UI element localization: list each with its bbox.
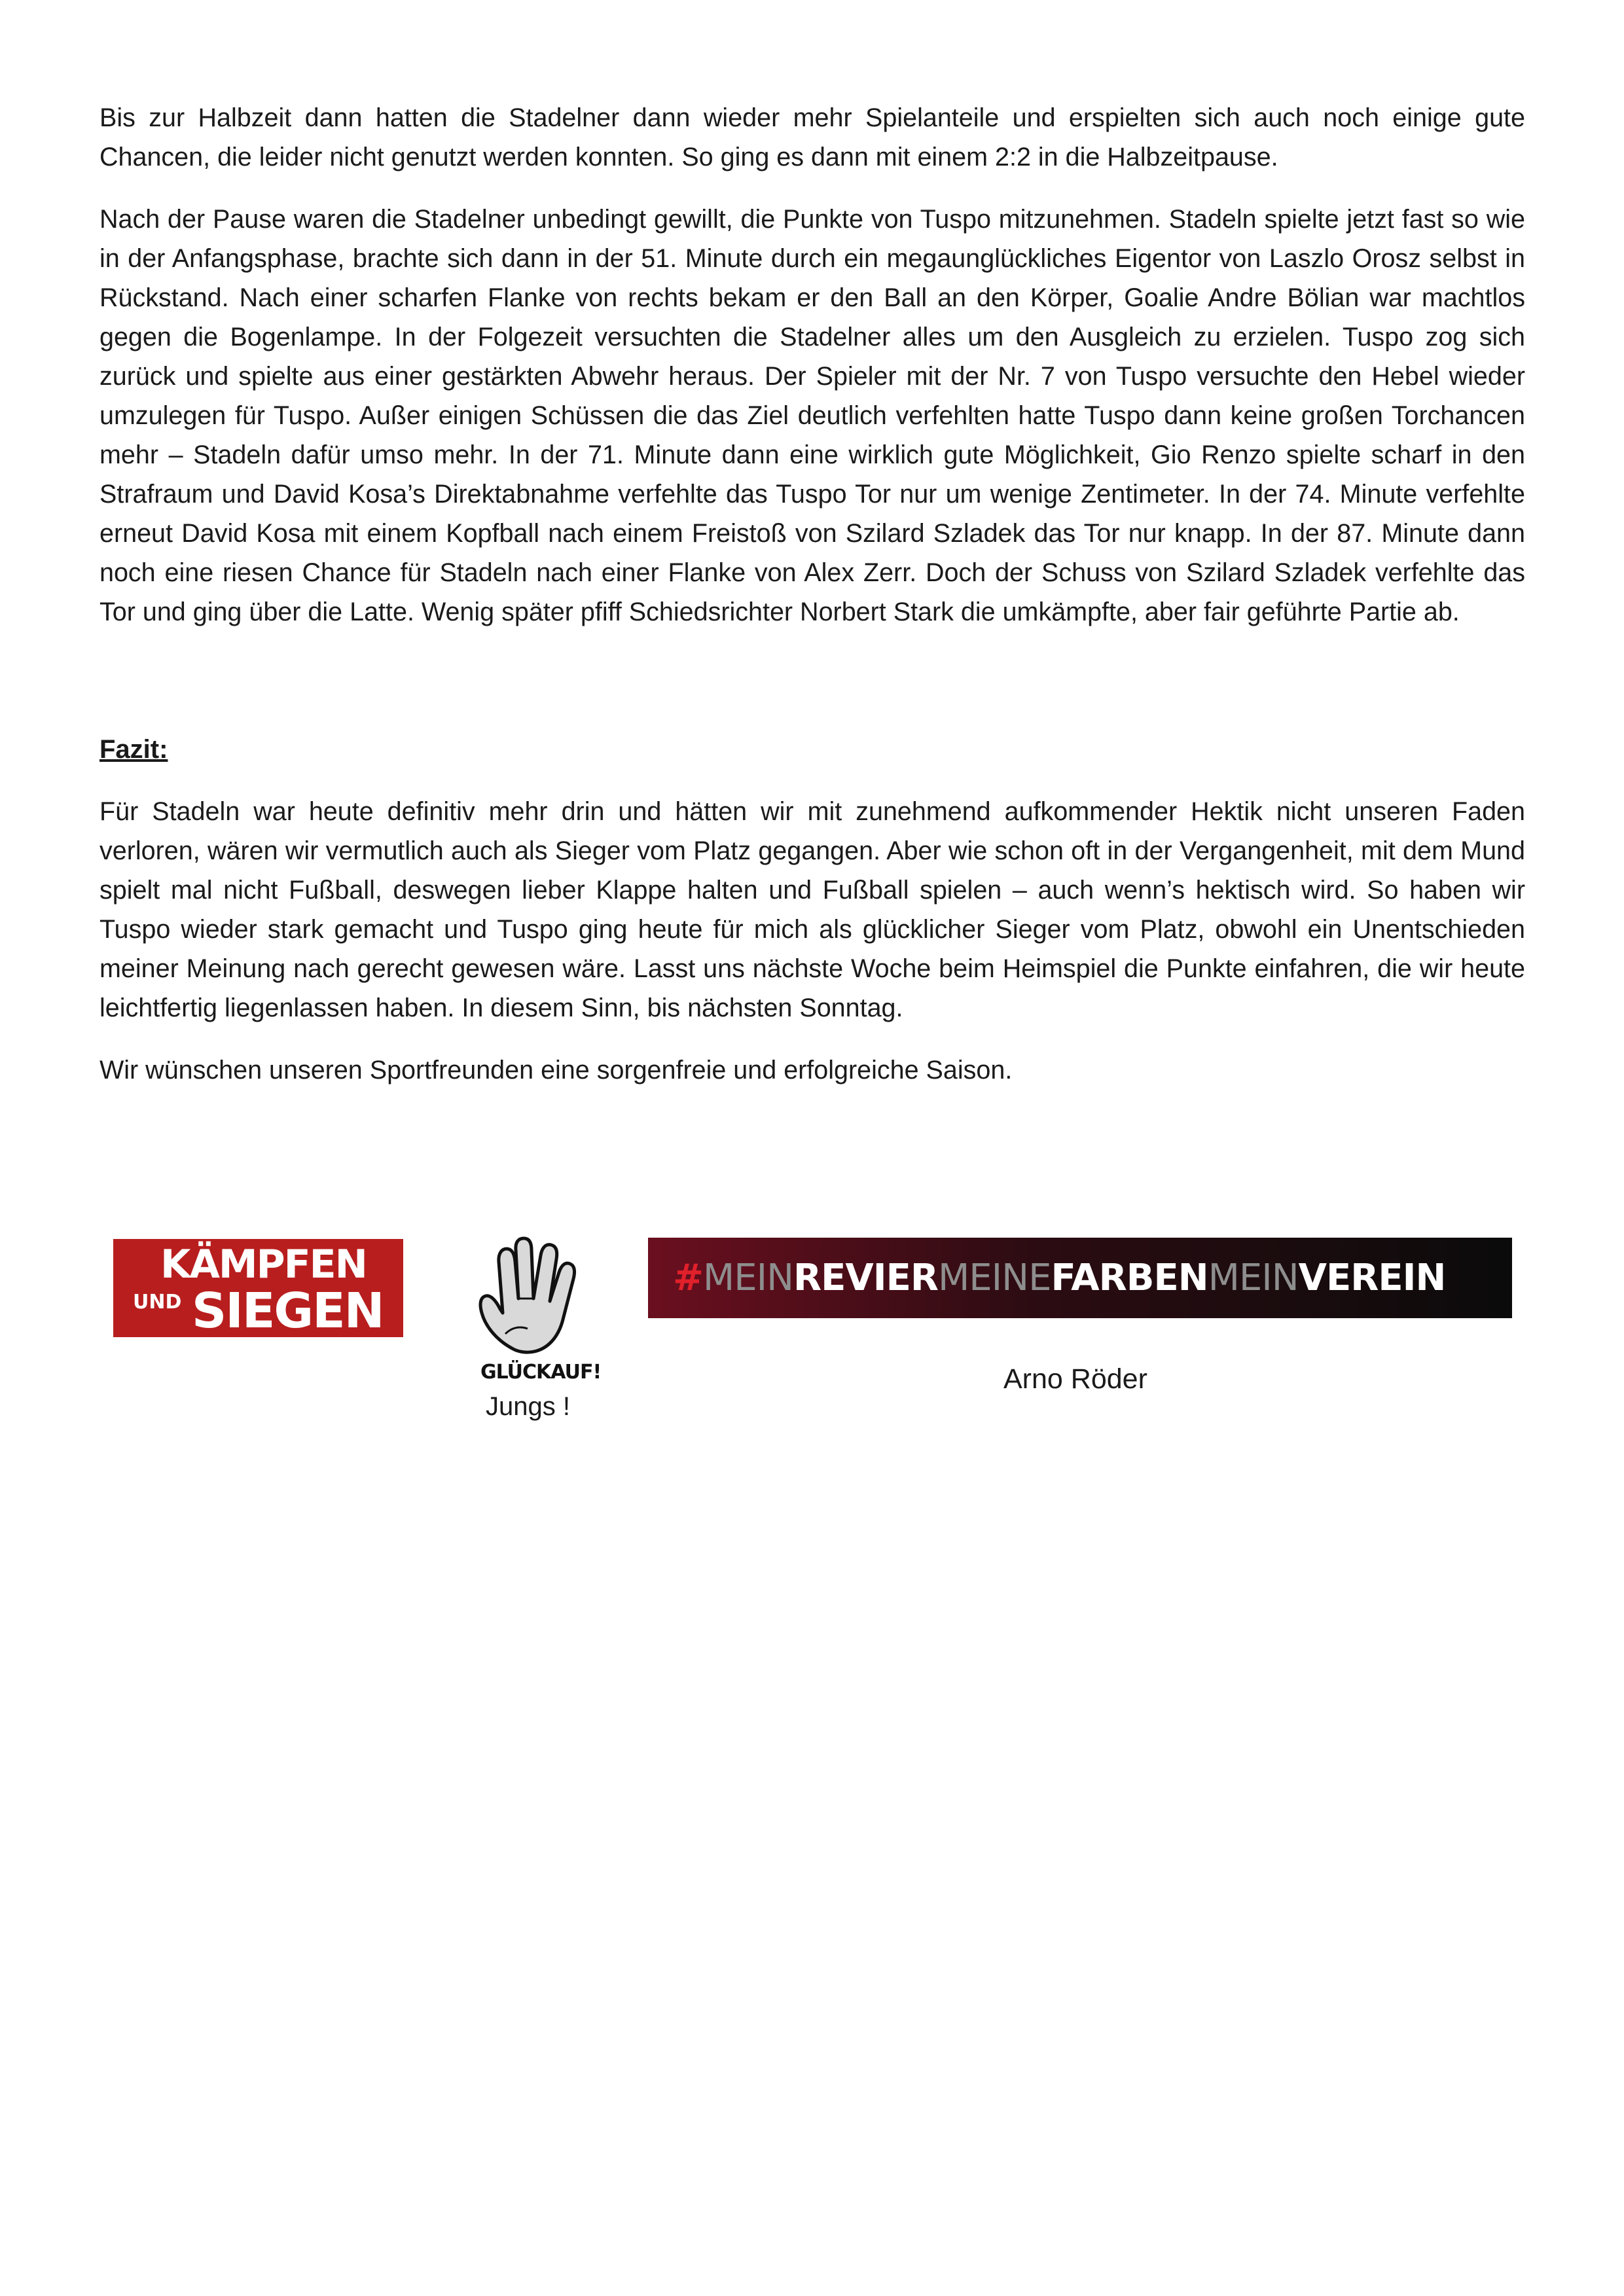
revier-revier: REVIER xyxy=(793,1257,938,1299)
author-name: Arno Röder xyxy=(1003,1363,1147,1395)
revier-meine: MEINE xyxy=(937,1257,1051,1299)
revier-verein: VEREIN xyxy=(1298,1257,1446,1299)
logo-kaempfen-siegen: SIEGEN xyxy=(192,1283,384,1339)
revier-banner-text xyxy=(673,1257,1445,1299)
paragraph-second-half: Nach der Pause waren die Stadelner unbedingt gewillt, die Punkte von Tuspo mitzunehmen. Stadeln spielte jetzt fast so wie in der Anfangsphase, brachte sich dann in der 51. Minute durch ein megaunglückliches Eigentor von Laszlo Orosz selbst in Rückstand. Nach einer scharfen Flanke von rechts bekam er den Ball an den Körper, Goalie Andre Bölian war machtlos gegen die Bogenlampe. In der Folgezeit versuchten die Stadelner alles um den Ausgleich zu erzielen. Tuspo zog sich zurück und spielte aus einer gestärkten Abwehr heraus. Der Spieler mit der Nr. 7 von Tuspo versuchte den Hebel wieder umzulegen für Tuspo. Außer einigen Schüssen die das Ziel deutlich verfehlten hatte Tuspo dann keine großen Torchancen mehr – Stadeln dafür umso mehr. In der 71. Minute dann eine wirklich gute Möglichkeit, Gio Renzo spielte scharf in den Strafraum und David Kosa’s Direktabnahme verfehlte das Tuspo Tor nur um wenige Zentimeter. In der 74. Minute verfehlte erneut David Kosa mit einem Kopfball nach einem Freistoß von Szilard Szladek das Tor nur knapp. In der 87. Minute dann noch eine riesen Chance für Stadeln nach einer Flanke von Alex Zerr. Doch der Schuss von Szilard Szladek verfehlte das Tor und ging über die Latte. Wenig später pfiff Schiedsrichter Norbert Stark die umkämpfte, aber fair geführte Partie ab. xyxy=(99,205,1525,626)
paragraph-halftime: Bis zur Halbzeit dann hatten die Stadelner dann wieder mehr Spielanteile und erspielten sich auch noch einige gute Chancen, die leider nicht genutzt werden konnten. So ging es dann mit einem 2:2 in die Halbzeitpause. xyxy=(99,103,1525,171)
kaempfen-und-siegen-logo xyxy=(113,1239,403,1337)
revier-mein-1: MEIN xyxy=(702,1257,794,1299)
glueckauf-text: GLÜCKAUF! xyxy=(480,1361,602,1384)
paragraph-closing: Wir wünschen unseren Sportfreunden eine sorgenfreie und erfolgreiche Saison. xyxy=(99,1056,1013,1085)
glueckauf-logo xyxy=(466,1236,602,1396)
revier-mein-2: MEIN xyxy=(1208,1257,1299,1299)
mein-revier-banner xyxy=(648,1238,1512,1318)
jungs-caption: Jungs ! xyxy=(486,1392,570,1421)
paragraph-fazit: Für Stadeln war heute definitiv mehr drin und hätten wir mit zunehmend aufkommender Hektik nicht unseren Faden verloren, wären wir vermutlich auch als Sieger vom Platz gegangen. Aber wie schon oft in der Vergangenheit, mit dem Mund spielt mal nicht Fußball, deswegen lieber Klappe halten und Fußball spielen – auch wenn’s hektisch wird. So haben wir Tuspo wieder stark gemacht und Tuspo ging heute für mich als glücklicher Sieger vom Platz, obwohl ein Unentschieden meiner Meinung nach gerecht gewesen wäre. Lasst uns nächste Woche beim Heimspiel die Punkte einfahren, die wir heute leichtfertig liegenlassen haben. In diesem Sinn, bis nächsten Sonntag. xyxy=(99,797,1525,1022)
logo-kaempfen-und: UND xyxy=(133,1291,182,1314)
article-body xyxy=(99,98,1525,1090)
vulcan-salute-hand-icon xyxy=(473,1236,584,1360)
logo-kaempfen-line1: KÄMPFEN xyxy=(160,1242,367,1287)
revier-farben: FARBEN xyxy=(1051,1257,1208,1299)
fazit-heading: Fazit: xyxy=(99,735,168,764)
revier-hash: # xyxy=(673,1257,703,1299)
